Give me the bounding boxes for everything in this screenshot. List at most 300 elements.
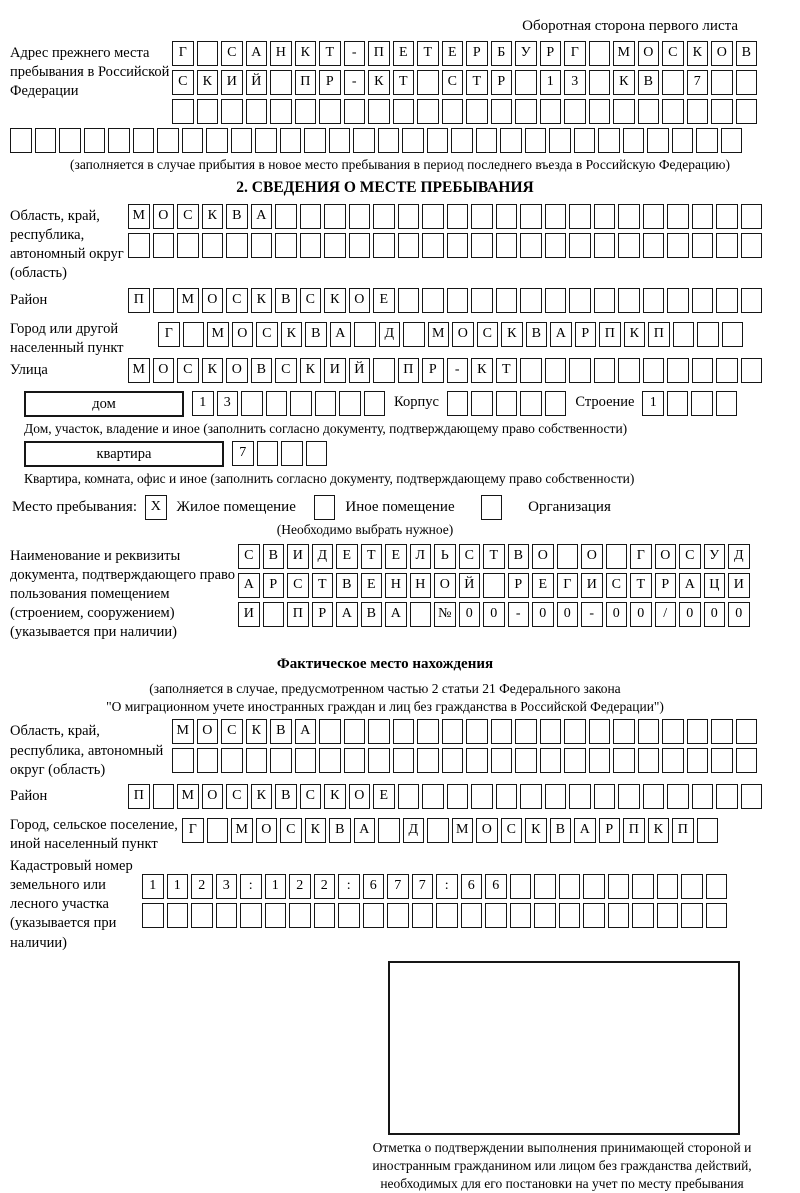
- char-cell[interactable]: [525, 128, 547, 153]
- char-cell[interactable]: [534, 874, 556, 899]
- char-cell[interactable]: [172, 748, 194, 773]
- char-cell[interactable]: К: [202, 358, 224, 383]
- char-cell[interactable]: [442, 719, 464, 744]
- char-cell[interactable]: О: [655, 544, 677, 569]
- char-cell[interactable]: [667, 204, 689, 229]
- char-cell[interactable]: [496, 784, 518, 809]
- char-cell[interactable]: Т: [319, 41, 341, 66]
- char-cell[interactable]: [427, 818, 449, 843]
- checkbox-other-premises[interactable]: [314, 495, 336, 520]
- char-cell[interactable]: [183, 322, 205, 347]
- char-cell[interactable]: [608, 903, 630, 928]
- char-cell[interactable]: [515, 719, 537, 744]
- char-cell[interactable]: И: [238, 602, 260, 627]
- char-cell[interactable]: [471, 784, 493, 809]
- char-cell[interactable]: [687, 748, 709, 773]
- char-cell[interactable]: [403, 322, 425, 347]
- char-cell[interactable]: [447, 784, 469, 809]
- char-cell[interactable]: В: [526, 322, 548, 347]
- char-cell[interactable]: [716, 358, 738, 383]
- char-cell[interactable]: [319, 748, 341, 773]
- char-cell[interactable]: [197, 41, 219, 66]
- char-cell[interactable]: [583, 903, 605, 928]
- char-cell[interactable]: [716, 204, 738, 229]
- char-cell[interactable]: [491, 719, 513, 744]
- char-cell[interactable]: [153, 288, 175, 313]
- char-cell[interactable]: -: [508, 602, 530, 627]
- char-cell[interactable]: [706, 903, 728, 928]
- char-cell[interactable]: [638, 748, 660, 773]
- char-cell[interactable]: [741, 233, 763, 258]
- char-cell[interactable]: 0: [532, 602, 554, 627]
- char-cell[interactable]: Р: [263, 573, 285, 598]
- char-cell[interactable]: [128, 233, 150, 258]
- char-cell[interactable]: С: [221, 719, 243, 744]
- char-cell[interactable]: [569, 784, 591, 809]
- char-cell[interactable]: [692, 288, 714, 313]
- char-cell[interactable]: [638, 99, 660, 124]
- char-cell[interactable]: С: [226, 288, 248, 313]
- char-cell[interactable]: [716, 233, 738, 258]
- char-cell[interactable]: [295, 99, 317, 124]
- char-cell[interactable]: [142, 903, 164, 928]
- char-cell[interactable]: [692, 784, 714, 809]
- char-cell[interactable]: [711, 719, 733, 744]
- char-cell[interactable]: [466, 748, 488, 773]
- char-cell[interactable]: М: [177, 784, 199, 809]
- char-cell[interactable]: [461, 903, 483, 928]
- char-cell[interactable]: [378, 128, 400, 153]
- char-cell[interactable]: [329, 128, 351, 153]
- char-cell[interactable]: [410, 602, 432, 627]
- char-cell[interactable]: Т: [630, 573, 652, 598]
- char-cell[interactable]: [339, 391, 361, 416]
- char-cell[interactable]: [417, 719, 439, 744]
- char-cell[interactable]: 3: [216, 874, 238, 899]
- char-cell[interactable]: [422, 233, 444, 258]
- char-cell[interactable]: О: [202, 288, 224, 313]
- char-cell[interactable]: М: [231, 818, 253, 843]
- char-cell[interactable]: К: [501, 322, 523, 347]
- char-cell[interactable]: Т: [393, 70, 415, 95]
- char-cell[interactable]: [471, 204, 493, 229]
- char-cell[interactable]: О: [711, 41, 733, 66]
- char-cell[interactable]: Р: [540, 41, 562, 66]
- char-cell[interactable]: У: [704, 544, 726, 569]
- char-cell[interactable]: С: [300, 288, 322, 313]
- char-cell[interactable]: [476, 128, 498, 153]
- char-cell[interactable]: [251, 233, 273, 258]
- char-cell[interactable]: [618, 288, 640, 313]
- char-cell[interactable]: [643, 288, 665, 313]
- char-cell[interactable]: К: [300, 358, 322, 383]
- char-cell[interactable]: [275, 233, 297, 258]
- char-cell[interactable]: П: [295, 70, 317, 95]
- char-cell[interactable]: [716, 391, 738, 416]
- char-cell[interactable]: Т: [417, 41, 439, 66]
- char-cell[interactable]: [589, 99, 611, 124]
- char-cell[interactable]: С: [606, 573, 628, 598]
- char-cell[interactable]: С: [172, 70, 194, 95]
- char-cell[interactable]: И: [287, 544, 309, 569]
- char-cell[interactable]: 7: [232, 441, 254, 466]
- char-cell[interactable]: [692, 233, 714, 258]
- char-cell[interactable]: О: [476, 818, 498, 843]
- char-cell[interactable]: [240, 903, 262, 928]
- char-cell[interactable]: Т: [483, 544, 505, 569]
- char-cell[interactable]: [496, 288, 518, 313]
- char-cell[interactable]: Р: [312, 602, 334, 627]
- char-cell[interactable]: К: [525, 818, 547, 843]
- char-cell[interactable]: 2: [191, 874, 213, 899]
- char-cell[interactable]: [697, 818, 719, 843]
- char-cell[interactable]: [691, 391, 713, 416]
- char-cell[interactable]: П: [128, 784, 150, 809]
- char-cell[interactable]: П: [623, 818, 645, 843]
- char-cell[interactable]: [364, 391, 386, 416]
- char-cell[interactable]: [349, 233, 371, 258]
- char-cell[interactable]: [319, 719, 341, 744]
- char-cell[interactable]: В: [251, 358, 273, 383]
- char-cell[interactable]: [451, 128, 473, 153]
- char-cell[interactable]: 0: [679, 602, 701, 627]
- char-cell[interactable]: 7: [412, 874, 434, 899]
- char-cell[interactable]: В: [270, 719, 292, 744]
- char-cell[interactable]: 1: [167, 874, 189, 899]
- apartment-box[interactable]: квартира: [24, 441, 224, 467]
- char-cell[interactable]: В: [275, 288, 297, 313]
- char-cell[interactable]: К: [246, 719, 268, 744]
- char-cell[interactable]: Р: [466, 41, 488, 66]
- char-cell[interactable]: [84, 128, 106, 153]
- char-cell[interactable]: А: [550, 322, 572, 347]
- char-cell[interactable]: [618, 784, 640, 809]
- char-cell[interactable]: А: [295, 719, 317, 744]
- char-cell[interactable]: [447, 204, 469, 229]
- char-cell[interactable]: [422, 784, 444, 809]
- char-cell[interactable]: А: [330, 322, 352, 347]
- char-cell[interactable]: О: [349, 784, 371, 809]
- char-cell[interactable]: [226, 233, 248, 258]
- char-cell[interactable]: [549, 128, 571, 153]
- char-cell[interactable]: [266, 391, 288, 416]
- char-cell[interactable]: [594, 784, 616, 809]
- char-cell[interactable]: [569, 288, 591, 313]
- char-cell[interactable]: [647, 128, 669, 153]
- char-cell[interactable]: [59, 128, 81, 153]
- char-cell[interactable]: [681, 874, 703, 899]
- char-cell[interactable]: [216, 903, 238, 928]
- char-cell[interactable]: [319, 99, 341, 124]
- char-cell[interactable]: [442, 748, 464, 773]
- char-cell[interactable]: В: [508, 544, 530, 569]
- char-cell[interactable]: Е: [373, 288, 395, 313]
- char-cell[interactable]: [643, 784, 665, 809]
- char-cell[interactable]: Т: [496, 358, 518, 383]
- char-cell[interactable]: К: [202, 204, 224, 229]
- char-cell[interactable]: О: [434, 573, 456, 598]
- char-cell[interactable]: [534, 903, 556, 928]
- char-cell[interactable]: К: [368, 70, 390, 95]
- char-cell[interactable]: [545, 204, 567, 229]
- char-cell[interactable]: Г: [158, 322, 180, 347]
- char-cell[interactable]: [263, 602, 285, 627]
- char-cell[interactable]: В: [638, 70, 660, 95]
- char-cell[interactable]: О: [256, 818, 278, 843]
- char-cell[interactable]: [153, 233, 175, 258]
- char-cell[interactable]: [736, 70, 758, 95]
- char-cell[interactable]: -: [581, 602, 603, 627]
- char-cell[interactable]: 1: [142, 874, 164, 899]
- char-cell[interactable]: Р: [575, 322, 597, 347]
- char-cell[interactable]: К: [648, 818, 670, 843]
- char-cell[interactable]: [422, 288, 444, 313]
- char-cell[interactable]: [667, 233, 689, 258]
- char-cell[interactable]: [574, 128, 596, 153]
- char-cell[interactable]: [289, 903, 311, 928]
- char-cell[interactable]: [692, 204, 714, 229]
- char-cell[interactable]: [373, 204, 395, 229]
- char-cell[interactable]: [589, 41, 611, 66]
- char-cell[interactable]: К: [471, 358, 493, 383]
- char-cell[interactable]: [520, 288, 542, 313]
- char-cell[interactable]: Е: [442, 41, 464, 66]
- char-cell[interactable]: 1: [265, 874, 287, 899]
- char-cell[interactable]: [569, 233, 591, 258]
- char-cell[interactable]: С: [300, 784, 322, 809]
- char-cell[interactable]: С: [679, 544, 701, 569]
- char-cell[interactable]: [246, 99, 268, 124]
- char-cell[interactable]: П: [398, 358, 420, 383]
- char-cell[interactable]: [270, 70, 292, 95]
- char-cell[interactable]: П: [648, 322, 670, 347]
- char-cell[interactable]: [344, 748, 366, 773]
- char-cell[interactable]: С: [287, 573, 309, 598]
- char-cell[interactable]: [108, 128, 130, 153]
- char-cell[interactable]: [398, 288, 420, 313]
- char-cell[interactable]: Г: [557, 573, 579, 598]
- char-cell[interactable]: [711, 748, 733, 773]
- char-cell[interactable]: [442, 99, 464, 124]
- char-cell[interactable]: Ц: [704, 573, 726, 598]
- char-cell[interactable]: [618, 204, 640, 229]
- char-cell[interactable]: В: [361, 602, 383, 627]
- char-cell[interactable]: [564, 99, 586, 124]
- char-cell[interactable]: В: [275, 784, 297, 809]
- char-cell[interactable]: [270, 99, 292, 124]
- char-cell[interactable]: [281, 441, 303, 466]
- char-cell[interactable]: [241, 391, 263, 416]
- char-cell[interactable]: [417, 70, 439, 95]
- char-cell[interactable]: [594, 204, 616, 229]
- char-cell[interactable]: В: [736, 41, 758, 66]
- char-cell[interactable]: [510, 874, 532, 899]
- char-cell[interactable]: [167, 903, 189, 928]
- char-cell[interactable]: [545, 288, 567, 313]
- char-cell[interactable]: [172, 99, 194, 124]
- char-cell[interactable]: [721, 128, 743, 153]
- char-cell[interactable]: [672, 128, 694, 153]
- char-cell[interactable]: В: [329, 818, 351, 843]
- char-cell[interactable]: [520, 233, 542, 258]
- char-cell[interactable]: А: [246, 41, 268, 66]
- char-cell[interactable]: К: [324, 288, 346, 313]
- char-cell[interactable]: [182, 128, 204, 153]
- char-cell[interactable]: С: [459, 544, 481, 569]
- char-cell[interactable]: [363, 903, 385, 928]
- char-cell[interactable]: [306, 441, 328, 466]
- char-cell[interactable]: 1: [192, 391, 214, 416]
- char-cell[interactable]: [378, 818, 400, 843]
- char-cell[interactable]: [412, 903, 434, 928]
- char-cell[interactable]: 6: [485, 874, 507, 899]
- char-cell[interactable]: [314, 903, 336, 928]
- char-cell[interactable]: [417, 748, 439, 773]
- char-cell[interactable]: М: [452, 818, 474, 843]
- char-cell[interactable]: О: [226, 358, 248, 383]
- char-cell[interactable]: [315, 391, 337, 416]
- char-cell[interactable]: [447, 233, 469, 258]
- char-cell[interactable]: [722, 322, 744, 347]
- char-cell[interactable]: [393, 99, 415, 124]
- house-box[interactable]: дом: [24, 391, 184, 417]
- char-cell[interactable]: [520, 204, 542, 229]
- char-cell[interactable]: [569, 204, 591, 229]
- char-cell[interactable]: [667, 391, 689, 416]
- char-cell[interactable]: [692, 358, 714, 383]
- char-cell[interactable]: [265, 903, 287, 928]
- char-cell[interactable]: У: [515, 41, 537, 66]
- char-cell[interactable]: [583, 874, 605, 899]
- char-cell[interactable]: Е: [336, 544, 358, 569]
- char-cell[interactable]: [177, 233, 199, 258]
- char-cell[interactable]: [10, 128, 32, 153]
- char-cell[interactable]: [231, 128, 253, 153]
- char-cell[interactable]: [221, 748, 243, 773]
- char-cell[interactable]: [657, 874, 679, 899]
- char-cell[interactable]: [300, 233, 322, 258]
- char-cell[interactable]: В: [226, 204, 248, 229]
- char-cell[interactable]: [632, 903, 654, 928]
- char-cell[interactable]: [353, 128, 375, 153]
- char-cell[interactable]: [471, 288, 493, 313]
- char-cell[interactable]: А: [679, 573, 701, 598]
- char-cell[interactable]: /: [655, 602, 677, 627]
- char-cell[interactable]: [618, 358, 640, 383]
- char-cell[interactable]: [373, 233, 395, 258]
- char-cell[interactable]: О: [581, 544, 603, 569]
- char-cell[interactable]: :: [240, 874, 262, 899]
- char-cell[interactable]: [559, 874, 581, 899]
- char-cell[interactable]: [338, 903, 360, 928]
- char-cell[interactable]: П: [368, 41, 390, 66]
- char-cell[interactable]: Р: [422, 358, 444, 383]
- char-cell[interactable]: [716, 784, 738, 809]
- char-cell[interactable]: Й: [459, 573, 481, 598]
- char-cell[interactable]: Т: [312, 573, 334, 598]
- char-cell[interactable]: :: [338, 874, 360, 899]
- char-cell[interactable]: Р: [655, 573, 677, 598]
- char-cell[interactable]: [133, 128, 155, 153]
- char-cell[interactable]: И: [324, 358, 346, 383]
- char-cell[interactable]: Г: [564, 41, 586, 66]
- char-cell[interactable]: -: [344, 41, 366, 66]
- char-cell[interactable]: :: [436, 874, 458, 899]
- char-cell[interactable]: [35, 128, 57, 153]
- char-cell[interactable]: Д: [379, 322, 401, 347]
- char-cell[interactable]: К: [324, 784, 346, 809]
- char-cell[interactable]: С: [501, 818, 523, 843]
- char-cell[interactable]: [608, 874, 630, 899]
- char-cell[interactable]: [696, 128, 718, 153]
- char-cell[interactable]: [540, 99, 562, 124]
- char-cell[interactable]: Е: [361, 573, 383, 598]
- char-cell[interactable]: [290, 391, 312, 416]
- char-cell[interactable]: [520, 358, 542, 383]
- char-cell[interactable]: [741, 288, 763, 313]
- char-cell[interactable]: А: [354, 818, 376, 843]
- char-cell[interactable]: [324, 233, 346, 258]
- char-cell[interactable]: [221, 99, 243, 124]
- char-cell[interactable]: [623, 128, 645, 153]
- char-cell[interactable]: М: [172, 719, 194, 744]
- char-cell[interactable]: [270, 748, 292, 773]
- char-cell[interactable]: [422, 204, 444, 229]
- char-cell[interactable]: С: [238, 544, 260, 569]
- char-cell[interactable]: [667, 784, 689, 809]
- char-cell[interactable]: О: [349, 288, 371, 313]
- char-cell[interactable]: [687, 719, 709, 744]
- char-cell[interactable]: [613, 748, 635, 773]
- char-cell[interactable]: [557, 544, 579, 569]
- char-cell[interactable]: С: [256, 322, 278, 347]
- char-cell[interactable]: Р: [319, 70, 341, 95]
- char-cell[interactable]: Р: [491, 70, 513, 95]
- char-cell[interactable]: Д: [312, 544, 334, 569]
- char-cell[interactable]: [197, 99, 219, 124]
- char-cell[interactable]: С: [275, 358, 297, 383]
- char-cell[interactable]: [673, 322, 695, 347]
- char-cell[interactable]: [491, 99, 513, 124]
- char-cell[interactable]: М: [177, 288, 199, 313]
- char-cell[interactable]: [466, 99, 488, 124]
- char-cell[interactable]: Н: [410, 573, 432, 598]
- char-cell[interactable]: 3: [217, 391, 239, 416]
- char-cell[interactable]: [643, 358, 665, 383]
- char-cell[interactable]: А: [385, 602, 407, 627]
- char-cell[interactable]: [157, 128, 179, 153]
- char-cell[interactable]: [471, 391, 493, 416]
- char-cell[interactable]: [496, 391, 518, 416]
- char-cell[interactable]: Ь: [434, 544, 456, 569]
- char-cell[interactable]: [741, 204, 763, 229]
- char-cell[interactable]: С: [280, 818, 302, 843]
- char-cell[interactable]: [667, 358, 689, 383]
- char-cell[interactable]: -: [447, 358, 469, 383]
- char-cell[interactable]: [540, 719, 562, 744]
- char-cell[interactable]: К: [305, 818, 327, 843]
- char-cell[interactable]: К: [613, 70, 635, 95]
- char-cell[interactable]: [545, 233, 567, 258]
- char-cell[interactable]: [483, 573, 505, 598]
- char-cell[interactable]: [398, 784, 420, 809]
- char-cell[interactable]: Г: [630, 544, 652, 569]
- char-cell[interactable]: [613, 719, 635, 744]
- char-cell[interactable]: [736, 99, 758, 124]
- char-cell[interactable]: [496, 233, 518, 258]
- char-cell[interactable]: Д: [728, 544, 750, 569]
- char-cell[interactable]: И: [581, 573, 603, 598]
